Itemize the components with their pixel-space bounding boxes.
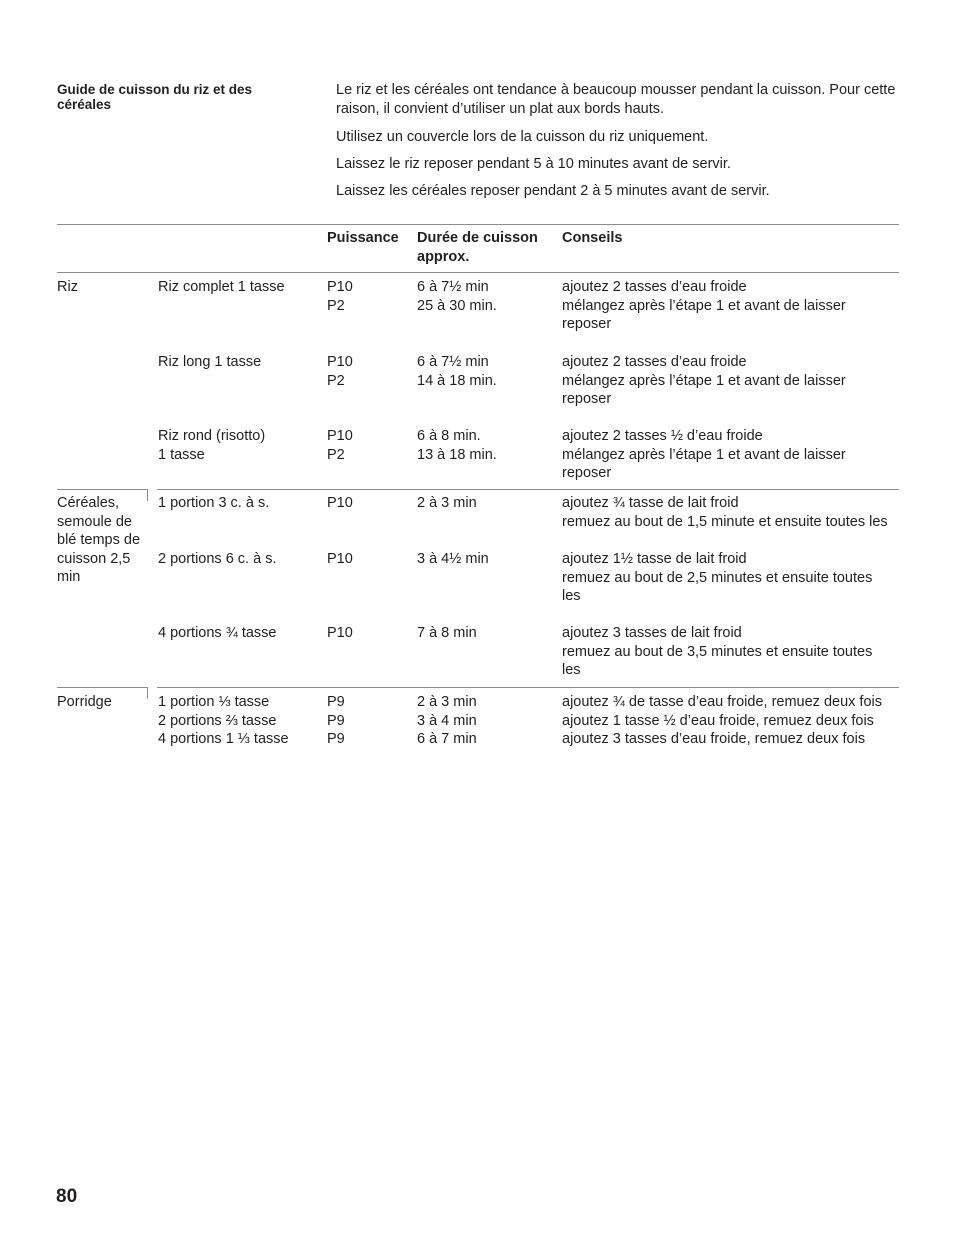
header-rule: [57, 272, 899, 273]
intro-paragraph-3: Laissez le riz reposer pendant 5 à 10 minutes avant de servir.: [336, 156, 731, 172]
group-label-porridge: Porridge: [57, 694, 112, 710]
intro-paragraph-1: Le riz et les céréales ont tendance à beaucoup mousser pendant la cuisson. Pour cette raison, il convient d’utiliser un plat aux bords hauts.: [336, 82, 896, 117]
row-item: 2 portions 6 c. à s.: [158, 551, 277, 567]
header-duration: Durée de cuisson approx.: [417, 230, 538, 265]
row-duration: 6 à 7½ min 25 à 30 min.: [417, 279, 497, 314]
row-duration: 6 à 7½ min 14 à 18 min.: [417, 354, 497, 389]
row-power: P10: [327, 551, 353, 567]
row-duration: 7 à 8 min: [417, 625, 477, 641]
row-tips: ajoutez 3 tasses de lait froid remuez au bout de 3,5 minutes et ensuite toutes les: [562, 625, 873, 678]
row-item: Riz long 1 tasse: [158, 354, 262, 370]
group-rule-right: [157, 687, 899, 688]
row-duration: 2 à 3 min 3 à 4 min 6 à 7 min: [417, 694, 477, 747]
row-power: P9 P9 P9: [327, 694, 345, 747]
group-label-cereales: Céréales, semoule de blé temps de cuisson 2,5 min: [57, 495, 141, 585]
row-item: Riz complet 1 tasse: [158, 279, 285, 295]
row-tips: ajoutez ¾ tasse de lait froid remuez au bout de 1,5 minute et ensuite toutes les: [562, 495, 888, 530]
row-tips: ajoutez ¾ de tasse d’eau froide, remuez deux fois ajoutez 1 tasse ½ d’eau froide, remuez deux fois ajoutez 3 tasses d’eau froide, remuez deux fois: [562, 694, 882, 747]
row-duration: 6 à 8 min. 13 à 18 min.: [417, 428, 497, 463]
group-rule-left: [57, 687, 147, 688]
row-power: P10 P2: [327, 279, 353, 314]
header-power: Puissance: [327, 230, 399, 246]
group-label-riz: Riz: [57, 279, 78, 295]
row-power: P10 P2: [327, 354, 353, 389]
group-rule-right: [157, 489, 899, 490]
header-tips: Conseils: [562, 230, 623, 246]
intro-paragraph-4: Laissez les céréales reposer pendant 2 à 5 minutes avant de servir.: [336, 183, 770, 199]
row-duration: 2 à 3 min: [417, 495, 477, 511]
page-number: 80: [56, 1186, 78, 1207]
row-item: 1 portion ⅓ tasse 2 portions ⅔ tasse 4 portions 1 ⅓ tasse: [158, 694, 289, 747]
row-item: Riz rond (risotto) 1 tasse: [158, 428, 266, 463]
row-duration: 3 à 4½ min: [417, 551, 489, 567]
row-power: P10: [327, 625, 353, 641]
group-rule-left: [57, 489, 147, 490]
rule-tick: [147, 687, 148, 699]
table-top-rule: [57, 224, 899, 225]
row-tips: ajoutez 2 tasses ½ d’eau froide mélangez après l’étape 1 et avant de laisser reposer: [562, 428, 846, 481]
row-power: P10: [327, 495, 353, 511]
row-item: 1 portion 3 c. à s.: [158, 495, 270, 511]
row-power: P10 P2: [327, 428, 353, 463]
section-title: Guide de cuisson du riz et des céréales: [57, 82, 253, 112]
row-tips: ajoutez 2 tasses d’eau froide mélangez après l’étape 1 et avant de laisser reposer: [562, 279, 846, 332]
intro-paragraph-2: Utilisez un couvercle lors de la cuisson du riz uniquement.: [336, 129, 709, 145]
row-tips: ajoutez 1½ tasse de lait froid remuez au bout de 2,5 minutes et ensuite toutes les: [562, 551, 873, 604]
row-item: 4 portions ¾ tasse: [158, 625, 277, 641]
row-tips: ajoutez 2 tasses d’eau froide mélangez après l’étape 1 et avant de laisser reposer: [562, 354, 846, 407]
